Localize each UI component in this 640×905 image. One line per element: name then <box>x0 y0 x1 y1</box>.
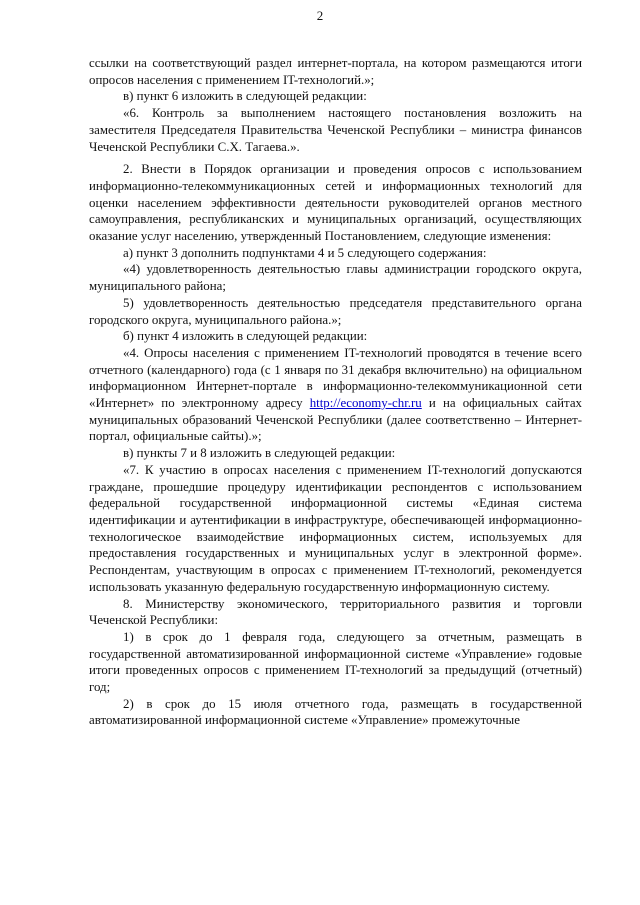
document-body <box>89 55 582 729</box>
paragraph-12: 8. Министерству экономического, территориального развития и торговли Чеченской Республики: <box>89 596 582 628</box>
paragraph-9 <box>89 345 582 445</box>
economy-portal-link[interactable]: http://economy-chr.ru <box>309 396 422 411</box>
paragraph-9-text-end: и на официальных сайтах муниципальных образований Чеченской Республики (далее соответственно – Интернет-портал, официальные сайты).»; <box>89 396 582 444</box>
paragraph-1: ссылки на соответствующий раздел интернет-портала, на котором размещаются итоги опросов населения с применением IT-технологий.»; <box>89 56 582 87</box>
paragraph-14: 2) в срок до 15 июля отчетного года, размещать в государственной автоматизированной информационной системе «Управление» промежуточные <box>89 696 582 728</box>
paragraph-11: «7. К участию в опросах населения с применением IT-технологий допускаются граждане, прошедшие процедуру идентификации респондентов с использованием федеральной государственной информационной системы «Единая система идентификации и аутентификации в инфраструктуре, обеспечивающей информационно-технологическое взаимодействие информационных систем, используемых для предоставления государственных и муниципальных услуг в электронной форме». Респондентам, участвующим в опросах с применением IT-технологий, рекомендуется использовать указанную федеральную государственную информационную систему. <box>89 462 582 594</box>
paragraph-7: 5) удовлетворенность деятельностью председателя представительного органа городского округа, муниципального района.»; <box>89 295 582 327</box>
paragraph-9-text-start: «4. Опросы населения с применением IT-технологий проводятся в течение всего отчетного (календарного) года (с 1 января по 31 декабря включительно) на официальном информационном Интернет-портале в информационно-телекоммуникационной сети «Интернет» по электронному адресу <box>89 345 582 411</box>
paragraph-3: «6. Контроль за выполнением настоящего постановления возложить на заместителя Председателя Правительства Чеченской Республики – министра финансов Чеченской Республики С.Х. Тагаева.». <box>89 106 582 154</box>
paragraph-8: б) пункт 4 изложить в следующей редакции: <box>123 329 368 344</box>
paragraph-2: в) пункт 6 изложить в следующей редакции: <box>123 89 367 104</box>
paragraph-4: 2. Внести в Порядок организации и проведения опросов с использованием информационно-телекоммуникационных сетей и информационных технологий для оценки населением эффективности деятельности руководителей органов местного самоуправления, республиканских и муниципальных организаций, осуществляющих оказание услуг населению, утвержденный Постановлением, следующие изменения: <box>89 162 582 244</box>
paragraph-6: «4) удовлетворенность деятельностью главы администрации городского округа, муниципального района; <box>89 262 582 294</box>
paragraph-10: в) пункты 7 и 8 изложить в следующей редакции: <box>123 446 396 461</box>
page-number: 2 <box>316 8 324 23</box>
paragraph-13: 1) в срок до 1 февраля года, следующего за отчетным, размещать в государственной автоматизированной информационной системе «Управление» годовые итоги проведенных опросов с применением IT-технологий за предыдущий (отчетный) год; <box>89 629 582 695</box>
paragraph-5: а) пункт 3 дополнить подпунктами 4 и 5 следующего содержания: <box>123 245 487 260</box>
